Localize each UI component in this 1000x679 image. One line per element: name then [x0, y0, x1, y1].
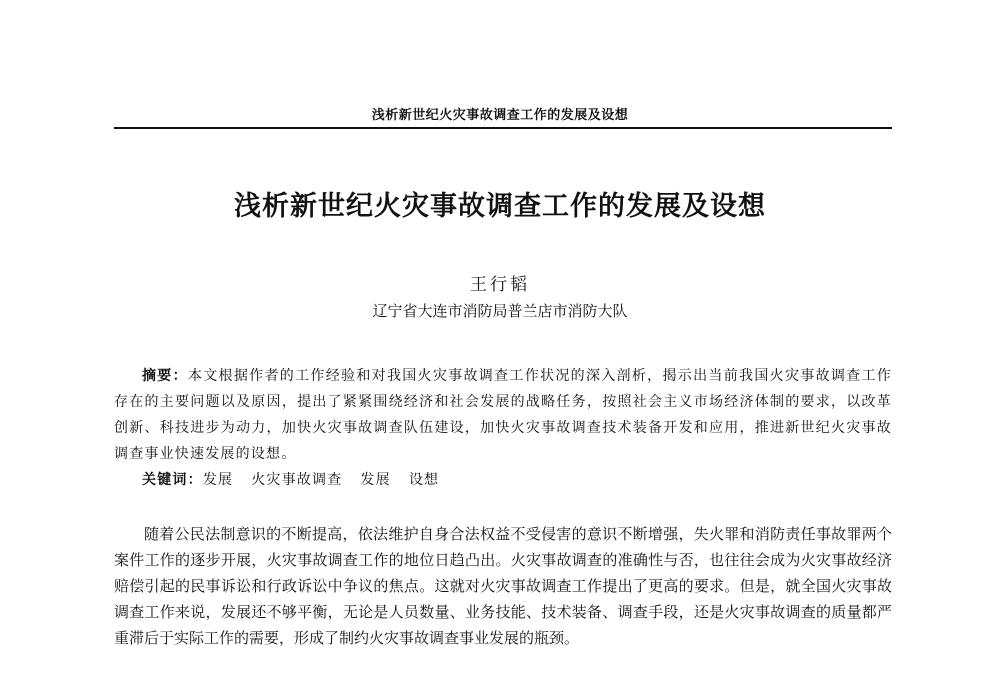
author-affiliation: 辽宁省大连市消防局普兰店市消防大队: [372, 302, 628, 320]
keywords-label: 关键词：: [142, 472, 203, 488]
keyword-item: 火灾事故调查: [251, 472, 343, 488]
header-rule: [114, 127, 892, 129]
body-paragraph: 随着公民法制意识的不断提高，依法维护自身合法权益不受侵害的意识不断增强，失火罪和消防责任事故罪两个案件工作的逐步开展，火灾事故调查工作的地位日趋凸出。火灾事故调查的准确性与否，也往往会成为火灾事故经济赔偿引起的民事诉讼和行政诉讼中争议的焦点。这就对火灾事故调查工作提出了更高的要求。但是，就全国火灾事故调查工作来说，发展还不够平衡，无论是人员数量、业务技能、技术装备、调查手段，还是火灾事故调查的质量都严重滞后于实际工作的需要，形成了制约火灾事故调查事业发展的瓶颈。: [114, 525, 892, 647]
keyword-item: 发展: [202, 472, 234, 488]
keywords: [114, 467, 892, 493]
abstract-label: 摘要：: [142, 368, 188, 384]
keyword-item: 发展: [360, 472, 391, 488]
abstract: [114, 363, 892, 467]
author-name: 王行韬: [470, 275, 530, 295]
article-title: 浅析新世纪火灾事故调查工作的发展及设想: [234, 191, 766, 222]
running-header: 浅析新世纪火灾事故调查工作的发展及设想: [371, 108, 629, 123]
keyword-item: 设想: [408, 472, 440, 488]
abstract-text: 本文根据作者的工作经验和对我国火灾事故调查工作状况的深入剖析，揭示出当前我国火灾事故调查工作存在的主要问题以及原因，提出了紧紧围绕经济和社会发展的战略任务，按照社会主义市场经济体制的要求，以改革创新、科技进步为动力，加快火灾事故调查队伍建设，加快火灾事故调查技术装备开发和应用，推进新世纪火灾事故调查事业快速发展的设想。: [114, 368, 892, 462]
